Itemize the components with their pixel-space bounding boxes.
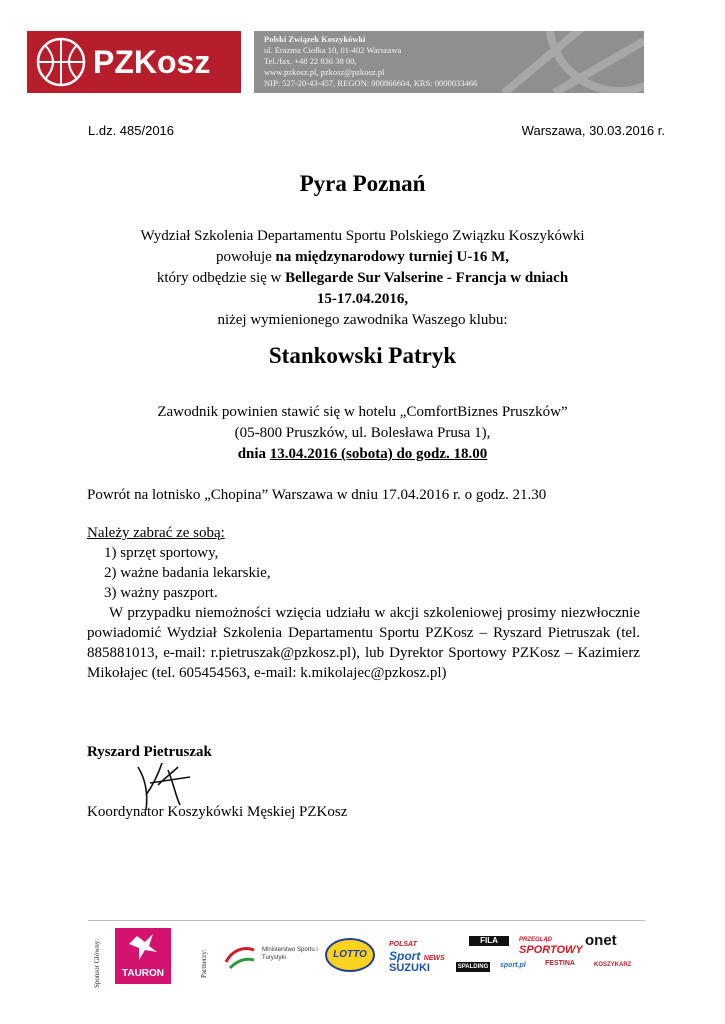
org-address <box>264 34 477 89</box>
spalding-logo: SPALDING <box>457 964 489 970</box>
arrival-date: 13.04.2016 (sobota) do godz. 18.00 <box>269 446 488 462</box>
przeglad-sportowy-logo <box>519 932 583 956</box>
bring-label: Należy zabrać ze sobą: <box>87 525 225 541</box>
basketball-icon <box>35 35 87 89</box>
fila-logo: FILA <box>469 936 509 946</box>
intro-line: Wydział Szkolenia Departamentu Sportu Polskiego Związku Koszykówki <box>140 228 585 244</box>
org-phone: Tel./fax. +48 22 836 38 00, <box>264 56 357 66</box>
org-web-email: www.pzkosz.pl, pzkosz@pzkosz.pl <box>264 67 385 77</box>
partners-label: Partnerzy: <box>200 949 208 978</box>
signer-name: Ryszard Pietruszak <box>87 744 212 760</box>
notice-text: W przypadku niemożności wzięcia udziału w akcji szkoleniowej prosimy niezwłocznie powiadomić Wydział Szkolenia Departamentu Sportu PZKosz – Ryszard Pietruszak (tel. 885881013, e-mail: r.pietruszak@pzkosz.pl), lub Dyrektor Sportowy PZKosz – Kazimierz Mikołajec (tel. 605454563, e-mail: k.mikolajec@pzkosz.pl) <box>87 605 640 681</box>
main-sponsor-label: Sponsor Główny: <box>93 938 101 988</box>
tournament-location: Bellegarde Sur Valserine - Francja w dniach <box>285 270 569 286</box>
bring-list <box>104 543 657 603</box>
arrival-line <box>80 444 645 465</box>
logo-text: PZKosz <box>93 44 211 80</box>
org-info-box <box>254 31 644 93</box>
org-name: Polski Związek Koszykówki <box>264 34 366 44</box>
sport-text: Sport <box>389 949 421 963</box>
festina-logo: FESTINA <box>545 960 575 967</box>
lotto-logo: LOTTO <box>325 938 375 972</box>
tauron-star-icon <box>115 928 171 968</box>
hotel-paragraph <box>80 402 645 465</box>
ministry-swoosh-icon <box>222 942 258 972</box>
org-registry: NIP: 527-20-43-457, REGON: 000866604, KRS: 0000033466 <box>264 78 478 88</box>
place-date: Warszawa, 30.03.2016 r. <box>521 123 665 138</box>
pzkosz-logo <box>27 31 241 93</box>
hotel-address: (05-800 Pruszków, ul. Bolesława Prusa 1), <box>234 425 491 441</box>
org-street: ul. Erazma Ciołka 10, 01-402 Warszawa <box>264 45 402 55</box>
sport-pl-logo: sport.pl <box>500 962 526 969</box>
sportowy-text: SPORTOWY <box>519 944 583 956</box>
reference-number: L.dz. 485/2016 <box>88 123 175 138</box>
suzuki-logo: SUZUKI <box>389 962 430 974</box>
przeglad-text: PRZEGLĄD <box>519 937 552 943</box>
tournament-dates: 15-17.04.2016, <box>316 291 409 307</box>
list-item: 2) ważne badania lekarskie, <box>104 565 271 581</box>
arrival-prefix: dnia <box>237 446 270 462</box>
onet-logo: onet <box>585 932 617 949</box>
player-name: Stankowski Patryk <box>268 343 457 368</box>
tauron-text: TAURON <box>121 968 165 979</box>
intro-line <box>80 247 645 268</box>
tournament: na międzynarodowy turniej U-16 M, <box>275 249 510 265</box>
polsat-sport-logo <box>389 935 445 963</box>
list-item: 3) ważny paszport. <box>104 585 218 601</box>
intro-text: który odbędzie się w <box>156 270 286 286</box>
news-text: NEWS <box>423 955 445 962</box>
return-info: Powrót na lotnisko „Chopina” Warszawa w dniu 17.04.2016 r. o godz. 21.30 <box>87 487 547 503</box>
intro-text: powołuje <box>215 249 276 265</box>
list-item: 1) sprzęt sportowy, <box>104 545 219 561</box>
ministry-logo <box>222 942 318 977</box>
footer-divider <box>88 920 645 921</box>
ministry-text: Ministerstwo Sportu i Turystyki <box>262 947 318 961</box>
hotel-line: Zawodnik powinien stawić się w hotelu „ComfortBiznes Pruszków” <box>157 404 568 420</box>
koszykarz-logo: KOSZYKARZ <box>594 962 632 968</box>
club-name: Pyra Poznań <box>299 171 426 196</box>
polsat-text: POLSAT <box>389 941 417 948</box>
signer-title: Koordynator Koszykówki Męskiej PZKosz <box>87 804 348 820</box>
notice-paragraph <box>87 603 640 683</box>
intro-line: niżej wymienionego zawodnika Waszego klubu: <box>217 312 508 328</box>
intro-paragraph <box>80 226 645 331</box>
tauron-logo <box>115 928 171 984</box>
intro-line <box>80 268 645 289</box>
